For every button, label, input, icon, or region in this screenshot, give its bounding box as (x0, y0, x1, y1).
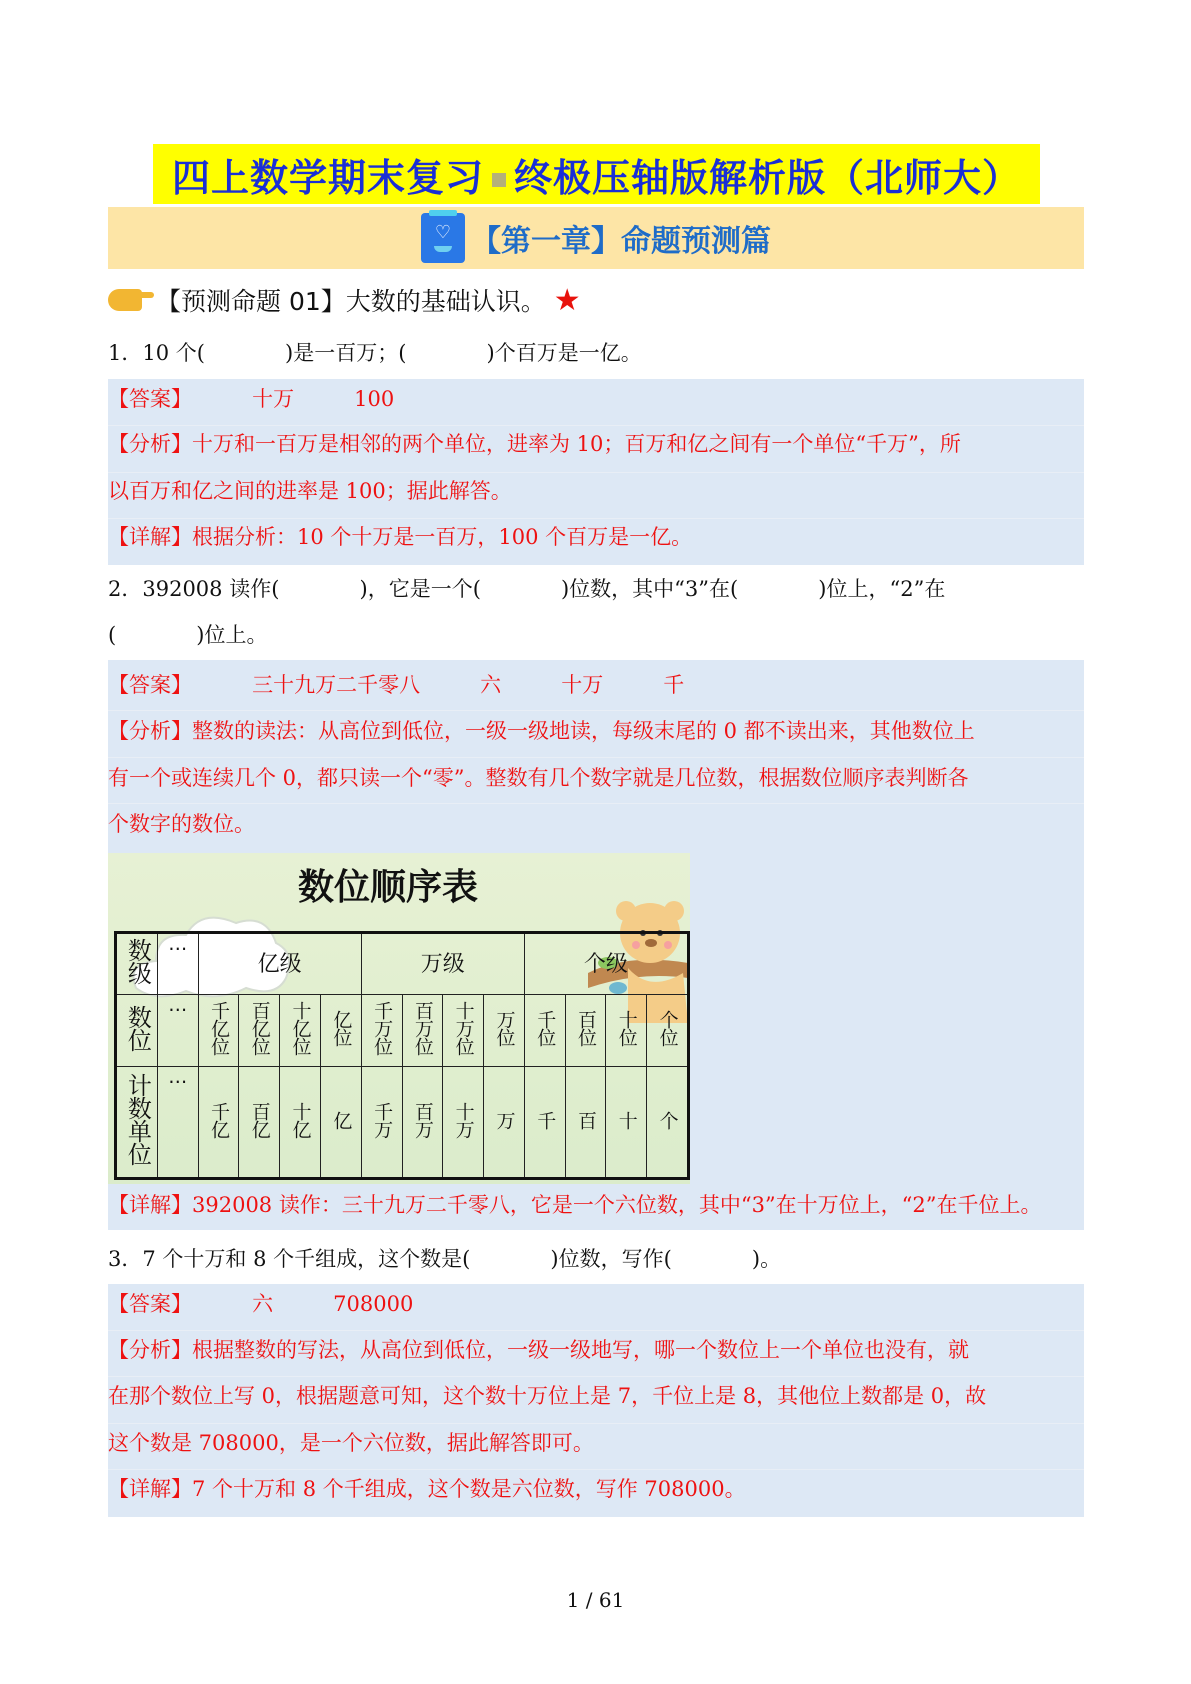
level-cell: 亿级 (198, 933, 361, 995)
question-1-solution-box (108, 379, 1084, 565)
analysis-line: 以百万和亿之间的进率是 100；据此解答。 (108, 479, 512, 503)
place-cell: 十亿位 (280, 995, 321, 1067)
row-header: 数位 (116, 995, 158, 1067)
title-separator-icon (492, 173, 506, 187)
pointing-hand-icon (108, 289, 142, 311)
place-cell: 百亿位 (239, 995, 280, 1067)
unit-cell: 百 (565, 1067, 606, 1179)
place-value-table-image (108, 853, 690, 1184)
question-2-stem: 2．392008 读作( )，它是一个( )位数，其中“3”在( )位上，“2”在 (108, 577, 946, 601)
detail-line: 【详解】7 个十万和 8 个千组成，这个数是六位数，写作 708000。 (108, 1477, 746, 1501)
page-indicator: 1 / 61 (566, 1588, 625, 1612)
ellipsis-cell: … (157, 995, 198, 1067)
topic-title: 【预测命题 01】大数的基础认识。 (156, 287, 546, 316)
unit-cell: 千亿 (198, 1067, 239, 1179)
question-1-stem: 1．10 个( )是一百万；( )个百万是一亿。 (108, 341, 642, 365)
analysis-line: 在那个数位上写 0，根据题意可知，这个数十万位上是 7，千位上是 8，其他位上数都是 0，故 (108, 1384, 987, 1408)
place-cell: 千万位 (361, 995, 402, 1067)
unit-cell: 亿 (320, 1067, 361, 1179)
unit-cell: 千万 (361, 1067, 402, 1179)
place-cell: 亿位 (320, 995, 361, 1067)
answer-line: 【答案】 十万 100 (108, 387, 395, 411)
place-cell: 百位 (565, 995, 606, 1067)
star-icon: ★ (553, 282, 581, 318)
unit-cell: 十 (606, 1067, 647, 1179)
chapter-title: 【第一章】命题预测篇 (471, 224, 771, 259)
unit-cell: 十万 (443, 1067, 484, 1179)
place-cell: 十位 (606, 995, 647, 1067)
analysis-line: 有一个或连续几个 0，都只读一个“零”。整数有几个数字就是几位数，根据数位顺序表判断各 (108, 766, 969, 790)
ellipsis-cell: … (157, 1067, 198, 1179)
place-cell: 百万位 (402, 995, 443, 1067)
topic-heading (108, 280, 581, 320)
unit-cell: 百万 (402, 1067, 443, 1179)
level-cell: 个级 (524, 933, 688, 995)
analysis-line: 【分析】根据整数的写法，从高位到低位，一级一级地写，哪一个数位上一个单位也没有，就 (108, 1338, 969, 1362)
title-banner (153, 144, 1040, 204)
row-header: 计数单位 (116, 1067, 158, 1179)
level-cell: 万级 (361, 933, 524, 995)
place-cell: 个位 (647, 995, 689, 1067)
analysis-line: 个数字的数位。 (108, 812, 255, 836)
unit-cell: 万 (484, 1067, 525, 1179)
title-main: 四上数学期末复习 (171, 155, 484, 200)
question-2-stem: ( )位上。 (108, 623, 268, 647)
place-cell: 千亿位 (198, 995, 239, 1067)
heart-clipboard-icon: ♡ (421, 213, 465, 263)
place-value-table (114, 931, 690, 1180)
answer-line: 【答案】 六 708000 (108, 1292, 414, 1316)
row-header: 数级 (116, 933, 158, 995)
analysis-line: 【分析】整数的读法：从高位到低位，一级一级地读，每级末尾的 0 都不读出来，其他数位上 (108, 719, 975, 743)
table-title: 数位顺序表 (298, 867, 479, 908)
answer-line: 【答案】 三十九万二千零八 六 十万 千 (108, 673, 685, 697)
detail-line: 【详解】根据分析：10 个十万是一百万，100 个百万是一亿。 (108, 525, 693, 549)
question-3-solution-box (108, 1284, 1084, 1517)
unit-cell: 百亿 (239, 1067, 280, 1179)
place-cell: 万位 (484, 995, 525, 1067)
chapter-banner (108, 207, 1084, 269)
unit-cell: 十亿 (280, 1067, 321, 1179)
unit-cell: 个 (647, 1067, 689, 1179)
question-3-stem: 3．7 个十万和 8 个千组成，这个数是( )位数，写作( )。 (108, 1247, 782, 1271)
detail-line: 【详解】392008 读作：三十九万二千零八，它是一个六位数，其中“3”在十万位上，“2”在千位上。 (108, 1193, 1042, 1217)
unit-cell: 千 (524, 1067, 565, 1179)
analysis-line: 【分析】十万和一百万是相邻的两个单位，进率为 10；百万和亿之间有一个单位“千万”，所 (108, 432, 961, 456)
analysis-line: 这个数是 708000，是一个六位数，据此解答即可。 (108, 1431, 594, 1455)
title-suffix: 终极压轴版解析版（北师大） (514, 155, 1022, 200)
place-cell: 十万位 (443, 995, 484, 1067)
document-title (172, 147, 1021, 202)
place-cell: 千位 (524, 995, 565, 1067)
ellipsis-cell: … (157, 933, 198, 995)
